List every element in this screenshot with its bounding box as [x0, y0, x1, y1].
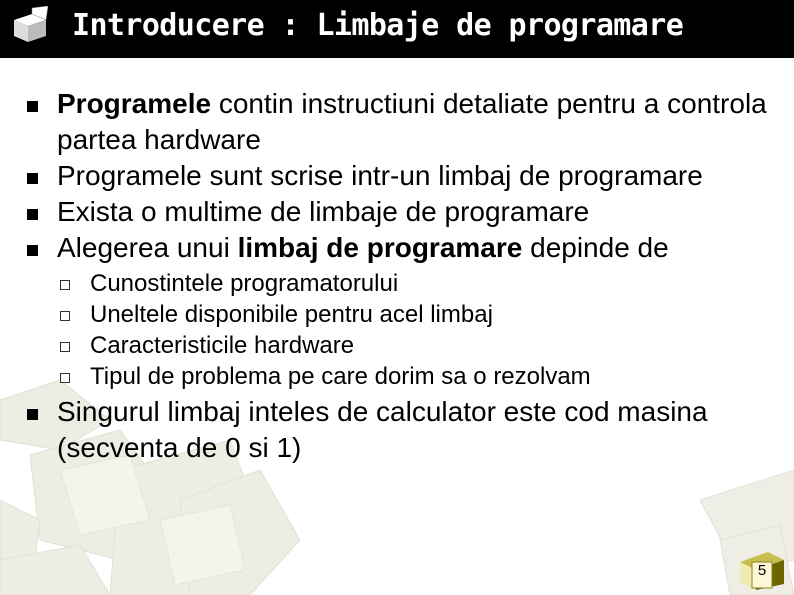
bullet-square-icon [27, 209, 38, 220]
sub-bullet-square-icon [60, 311, 70, 321]
bullet-item [0, 394, 777, 466]
bullet-text: Singurul limbaj inteles de calculator este cod masina (secventa de 0 si 1) [57, 396, 708, 463]
page-number: 5 [757, 562, 767, 579]
bullet-item [0, 158, 777, 194]
bullet-item [0, 194, 777, 230]
sub-bullet-item [0, 361, 794, 392]
sub-bullet-text: Cunostintele programatorului [90, 270, 399, 297]
sub-bullet-square-icon [60, 280, 70, 290]
bullet-text-bold: Programele [57, 88, 212, 119]
bullet-text: depinde de [522, 232, 669, 263]
folder-icon [10, 6, 50, 44]
bullet-item [0, 230, 777, 266]
bullet-text: Alegerea unui [57, 232, 238, 263]
sub-bullet-item [0, 268, 794, 299]
sub-bullet-item [0, 299, 794, 330]
slide-header [0, 0, 794, 58]
bullet-square-icon [27, 245, 38, 256]
bullet-square-icon [27, 173, 38, 184]
sub-bullet-item [0, 330, 794, 361]
sub-bullet-square-icon [60, 342, 70, 352]
slide-title: Introducere : Limbaje de programare [72, 8, 684, 43]
bullet-text-bold: limbaj de programare [237, 232, 523, 263]
bullet-text: Exista o multime de limbaje de programare [57, 196, 590, 227]
bullet-item [0, 86, 777, 158]
sub-bullet-text: Uneltele disponibile pentru acel limbaj [90, 301, 493, 328]
bullet-text: Programele sunt scrise intr-un limbaj de programare [57, 160, 703, 191]
bullet-square-icon [27, 409, 38, 420]
sub-bullet-list [0, 268, 794, 392]
sub-bullet-text: Tipul de problema pe care dorim sa o rezolvam [90, 363, 591, 390]
slide-content [0, 86, 794, 466]
sub-bullet-square-icon [60, 373, 70, 383]
sub-bullet-text: Caracteristicile hardware [90, 332, 355, 359]
bullet-text: contin instructiuni detaliate pentru a controla partea hardware [57, 88, 767, 155]
bullet-square-icon [27, 101, 38, 112]
